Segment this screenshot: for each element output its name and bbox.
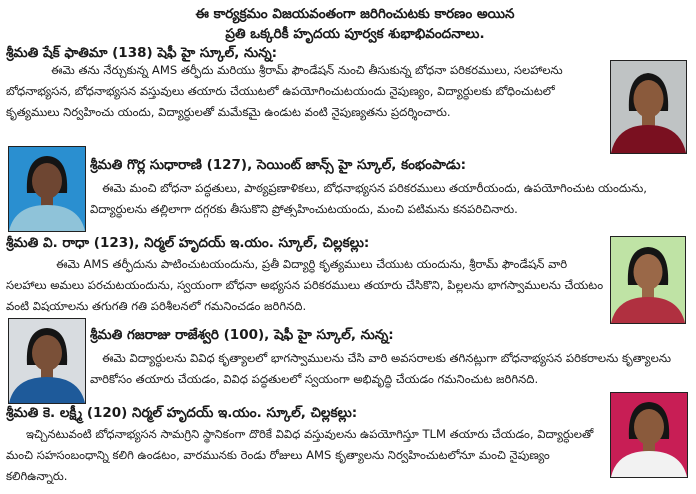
photo-face: [32, 335, 62, 371]
photo-face: [634, 80, 664, 118]
photo-face: [32, 163, 62, 199]
photo-neck: [642, 287, 654, 298]
heading-line-2: ప్రతి ఒక్కరికీ హృదయ పూర్వక శుభాభివందనాలు.: [225, 26, 485, 42]
teacher-description: ఈమె తను నేర్చుకున్న AMS తర్ఫీదు మరియు శ్రీరామ్ ఫౌండేషన్ నుంచి తీసుకున్న బోధనా పరికరములు, సలహాలను బోధనాభ్యసన, బోధనాభ్యసన వస్తువులు తయారు చేయుటలో ఉపయోగించుటయందు నైపుణ్యం, విద్యార్ధులకు బోధించుటలో కృత్యములు నిర్వహించు యందు, విద్యార్ధులతో మమేకమై ఉండుట వంటి నైపుణ్యతను ప్రదర్శించారు.: [6, 63, 563, 119]
teacher-name: శ్రీమతి షేక్ ఫాతిమా (138) షెఫీ హై స్కూల్, నున్న:: [6, 45, 278, 61]
teacher-name: శ్రీమతి వి. రాధా (123), నిర్మల్ హృదయ్ ఇ.యం. స్కూల్, చిల్లకల్లు:: [6, 235, 370, 251]
teacher-name: శ్రీమతి కె. లక్ష్మీ (120) నిర్మల్ హృదయ్ ఇ.యం. స్కూల్, చిల్లకల్లు:: [6, 405, 358, 421]
teacher-name: శ్రీమతి గొర్ల సుధారాణి (127), సెయింట్ జాన్స్ హై స్కూల్, కంభంపాడు:: [90, 157, 466, 173]
teacher-photo: [610, 60, 687, 154]
photo-neck: [41, 196, 53, 206]
portrait-photo-icon: [611, 393, 687, 477]
teacher-photo: [8, 318, 86, 404]
photo-face: [634, 409, 664, 445]
page-heading: [120, 4, 590, 44]
heading-line-1: ఈ కార్యక్రమం విజయవంతంగా జరిగించుటకు కారణం అయిన: [195, 6, 515, 22]
teacher-description: ఈమె AMS తర్ఫీదును పాటించుటయందును, ప్రతీ విద్యార్ధి కృత్యములు చేయుట యందును, శ్రీరామ్ ఫౌండేషన్ వారి సలహాలు అమలు పరచుటయందును, స్వయంగా బోధనా అభ్యసన పరికరములు తయారు చేసికొని, పిల్లలను భాగస్వాములను చేయటం వంటి విషయాలను తగుగతి గతి పరిశీలనలో గమనించడం జరిగినది.: [6, 257, 604, 313]
teacher-photo: [610, 236, 686, 324]
portrait-photo-icon: [611, 61, 686, 153]
teacher-photo: [610, 392, 688, 478]
portrait-photo-icon: [611, 237, 685, 323]
teacher-description: ఈమె విద్యార్ధులను వివిధ కృత్యాలలో భాగస్వాములను చేసి వారి అవసరాలకు తగినట్లుగా బోధనాభ్యసన పరికరాలను కృత్యాలను వారికోసం తయారు చేయడం, వివిధ పద్ధతులలో స్వయంగా అభివృద్ధి చేయడం గమనించుట జరిగినది.: [90, 351, 671, 386]
photo-neck: [41, 368, 53, 378]
photo-neck: [643, 442, 655, 452]
teacher-name: శ్రీమతి గజరాజు రాజేశ్వరి (100), షెఫీ హై స్కూల్, నున్న:: [90, 327, 394, 343]
portrait-photo-icon: [9, 147, 85, 231]
photo-face: [634, 254, 663, 290]
teacher-description: ఇచ్చినటువంటి బోధనాభ్యసన సామగ్రిని స్థానికంగా దొరికే వివిధ వస్తువులను ఉపయోగిస్తూ TLM తయారు చేయడం, విద్యార్ధులతో మంచి సహసంబంధాన్ని కలిగి ఉండటం, వారమునకు రెండు రోజులు AMS కృత్యాలను నిర్వహించుటలోనూ మంచి నైపుణ్యం కలిగిఉన్నారు.: [6, 427, 594, 483]
portrait-photo-icon: [9, 319, 85, 403]
teacher-photo: [8, 146, 86, 232]
teacher-description: ఈమె మంచి బోధనా పద్ధతులు, పాఠ్యప్రణాళికలు, బోధనాభ్యసన పరికరములు తయారీయందు, ఉపయోగించుట యందును, విద్యార్ధులను తల్లిలాగా దగ్గరకు తీసుకొని ప్రోత్సహించుటయందు, మంచి పటిమను కనపరిచినారు.: [90, 181, 647, 216]
